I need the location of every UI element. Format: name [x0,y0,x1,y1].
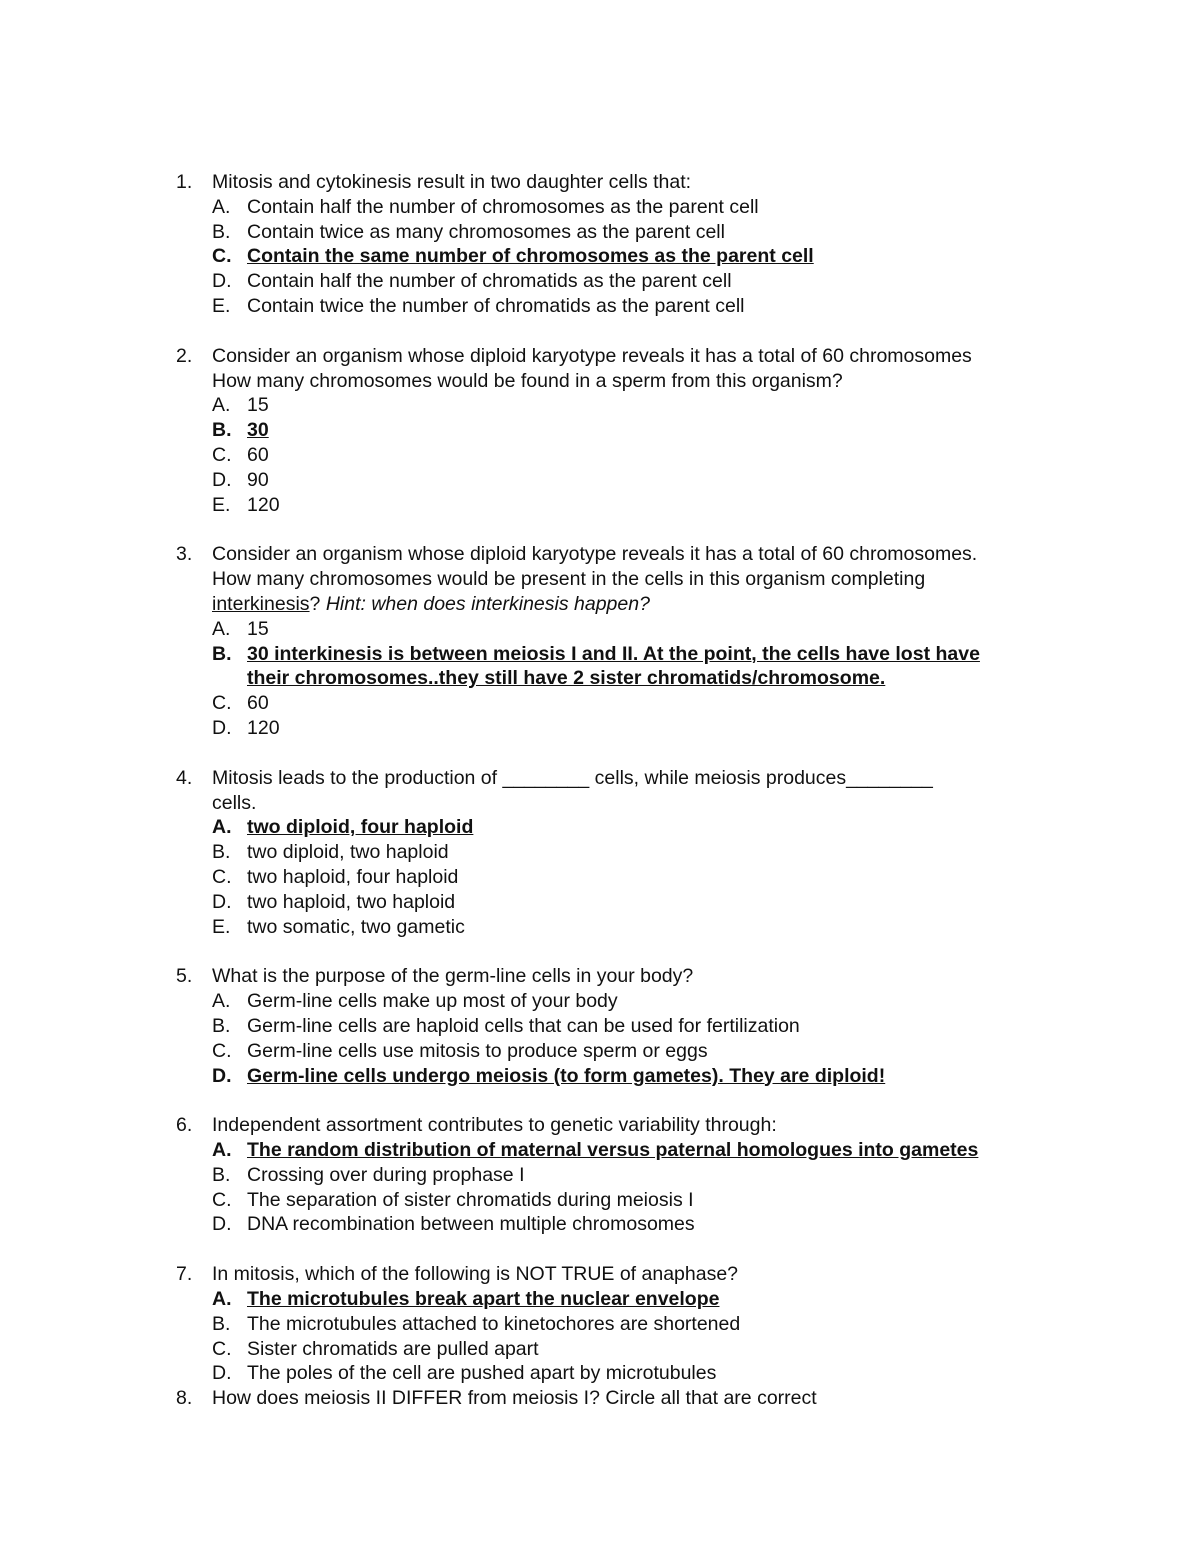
question-stem: How does meiosis II DIFFER from meiosis I? Circle all that are correct [212,1387,817,1410]
question-stem: In mitosis, which of the following is NOT TRUE of anaphase? [212,1263,739,1286]
option-letter: A. [212,1288,232,1311]
correct-option [0,1064,1200,1089]
option [0,220,1200,245]
option-text: Contain twice the number of chromatids as the parent cell [247,294,745,317]
option-text: two diploid, four haploid [247,816,474,839]
option-letter: C. [212,865,232,888]
question-number: 1. [176,171,193,193]
option-letter: C. [212,1337,232,1360]
question-stem: What is the purpose of the germ-line cells in your body? [212,965,694,988]
correct-option [0,815,1200,840]
option-text: Sister chromatids are pulled apart [247,1337,539,1360]
option-text: 120 [247,493,280,516]
option-letter: C. [212,443,232,466]
option-text: two somatic, two gametic [247,915,465,938]
option-text: Germ-line cells undergo meiosis (to form gametes). They are diploid! [247,1064,886,1087]
option [0,989,1200,1014]
option-text: 60 [247,443,269,466]
option-text: 30 interkinesis is between meiosis I and II. At the point, the cells have lost have [247,642,980,665]
underlined-term: interkinesis [212,592,310,615]
option-letter: B. [212,1163,231,1186]
question-stem: Mitosis leads to the production of ________ cells, while meiosis produces________ [212,766,933,789]
question-number: 6. [176,1114,193,1137]
option-letter: D. [212,1362,232,1385]
option [0,865,1200,890]
option [0,1188,1200,1213]
option-letter: B. [212,419,232,442]
option [0,269,1200,294]
option-letter: C. [212,1188,232,1211]
option-text: Crossing over during prophase I [247,1163,525,1186]
question-8 [0,1386,1200,1411]
question-number: 3. [176,543,193,566]
option-letter: D. [212,1064,232,1087]
option-text: 60 [247,692,269,715]
correct-option [0,418,1200,443]
option-text: DNA recombination between multiple chromosomes [247,1213,695,1236]
correct-option-continued [0,666,1200,691]
question-3 [0,542,1200,740]
option-letter: D. [212,468,232,491]
question-number: 8. [176,1387,193,1410]
option-letter: D. [212,716,232,739]
option [0,890,1200,915]
question-number: 7. [176,1263,193,1286]
question-stem: Independent assortment contributes to genetic variability through: [212,1114,777,1137]
correct-option [0,642,1200,667]
option-letter: B. [212,220,231,243]
option-text: two diploid, two haploid [247,841,449,864]
option-letter: E. [212,915,231,938]
option-text: their chromosomes..they still have 2 sister chromatids/chromosome. [247,667,886,690]
option-text: The microtubules break apart the nuclear envelope [247,1288,720,1311]
option-text: Germ-line cells use mitosis to produce sperm or eggs [247,1039,708,1062]
option-letter: A. [212,1139,232,1162]
option-text: 15 [247,617,269,640]
option [0,294,1200,319]
option-letter: C. [212,692,232,715]
option-text: Germ-line cells are haploid cells that can be used for fertilization [247,1014,800,1037]
option-letter: D. [212,1213,232,1236]
correct-option [0,1138,1200,1163]
question-number: 2. [176,344,193,367]
option-text: Contain twice as many chromosomes as the parent cell [247,220,725,243]
option [0,1039,1200,1064]
question-stem: Mitosis and cytokinesis result in two daughter cells that: [212,171,692,193]
option-text: The random distribution of maternal versus paternal homologues into gametes [247,1139,979,1162]
option-letter: E. [212,493,231,516]
option-letter: A. [212,394,231,417]
option-text: two haploid, two haploid [247,890,456,913]
option-letter: D. [212,890,232,913]
quiz-page [0,170,1200,1411]
question-stem: How many chromosomes would be present in the cells in this organism completing [212,568,926,591]
option [0,195,1200,220]
option [0,1014,1200,1039]
option-text: 90 [247,468,269,491]
option-letter: B. [212,841,231,864]
option [0,1163,1200,1188]
question-number: 5. [176,965,193,988]
option-letter: B. [212,1014,231,1037]
question-1 [0,170,1200,319]
option-text: The microtubules attached to kinetochores are shortened [247,1312,741,1335]
option-letter: A. [212,816,232,839]
option-letter: E. [212,294,231,317]
option-letter: B. [212,642,232,665]
option [0,691,1200,716]
question-number: 4. [176,766,193,789]
question-4 [0,766,1200,940]
option-text: 30 [247,419,269,442]
option [0,840,1200,865]
option-text: 15 [247,394,269,417]
option-letter: A. [212,990,231,1013]
option-text: The poles of the cell are pushed apart by microtubules [247,1362,717,1385]
option-text: Contain half the number of chromatids as the parent cell [247,270,732,293]
question-2 [0,344,1200,518]
hint-text: Hint: when does interkinesis happen? [325,592,650,615]
question-5 [0,964,1200,1088]
question-6 [0,1113,1200,1237]
option [0,468,1200,493]
option [0,617,1200,642]
question-stem: Consider an organism whose diploid karyotype reveals it has a total of 60 chromosomes [212,344,972,367]
question-7 [0,1262,1200,1386]
option-text: Germ-line cells make up most of your body [247,990,618,1013]
option [0,1312,1200,1337]
question-stem: Consider an organism whose diploid karyotype reveals it has a total of 60 chromosomes. [212,543,978,566]
option-text: two haploid, four haploid [247,865,459,888]
option-text: Contain the same number of chromosomes as the parent cell [247,245,814,268]
correct-option [0,1287,1200,1312]
option [0,1337,1200,1362]
option-letter: C. [212,245,232,268]
correct-option [0,244,1200,269]
option [0,393,1200,418]
option [0,493,1200,518]
option-text: The separation of sister chromatids during meiosis I [247,1188,694,1211]
option [0,716,1200,741]
option-letter: A. [212,195,231,218]
option-text: 120 [247,716,280,739]
option [0,1212,1200,1237]
option-letter: C. [212,1039,232,1062]
option-letter: B. [212,1312,231,1335]
option [0,1361,1200,1386]
option-letter: A. [212,617,231,640]
option-letter: D. [212,270,232,293]
question-stem: How many chromosomes would be found in a sperm from this organism? [212,369,843,392]
option [0,915,1200,940]
option [0,443,1200,468]
stem-punctuation: ? [309,592,326,615]
question-stem-last [212,592,650,617]
question-stem: cells. [212,791,257,814]
option-text: Contain half the number of chromosomes as the parent cell [247,195,759,218]
